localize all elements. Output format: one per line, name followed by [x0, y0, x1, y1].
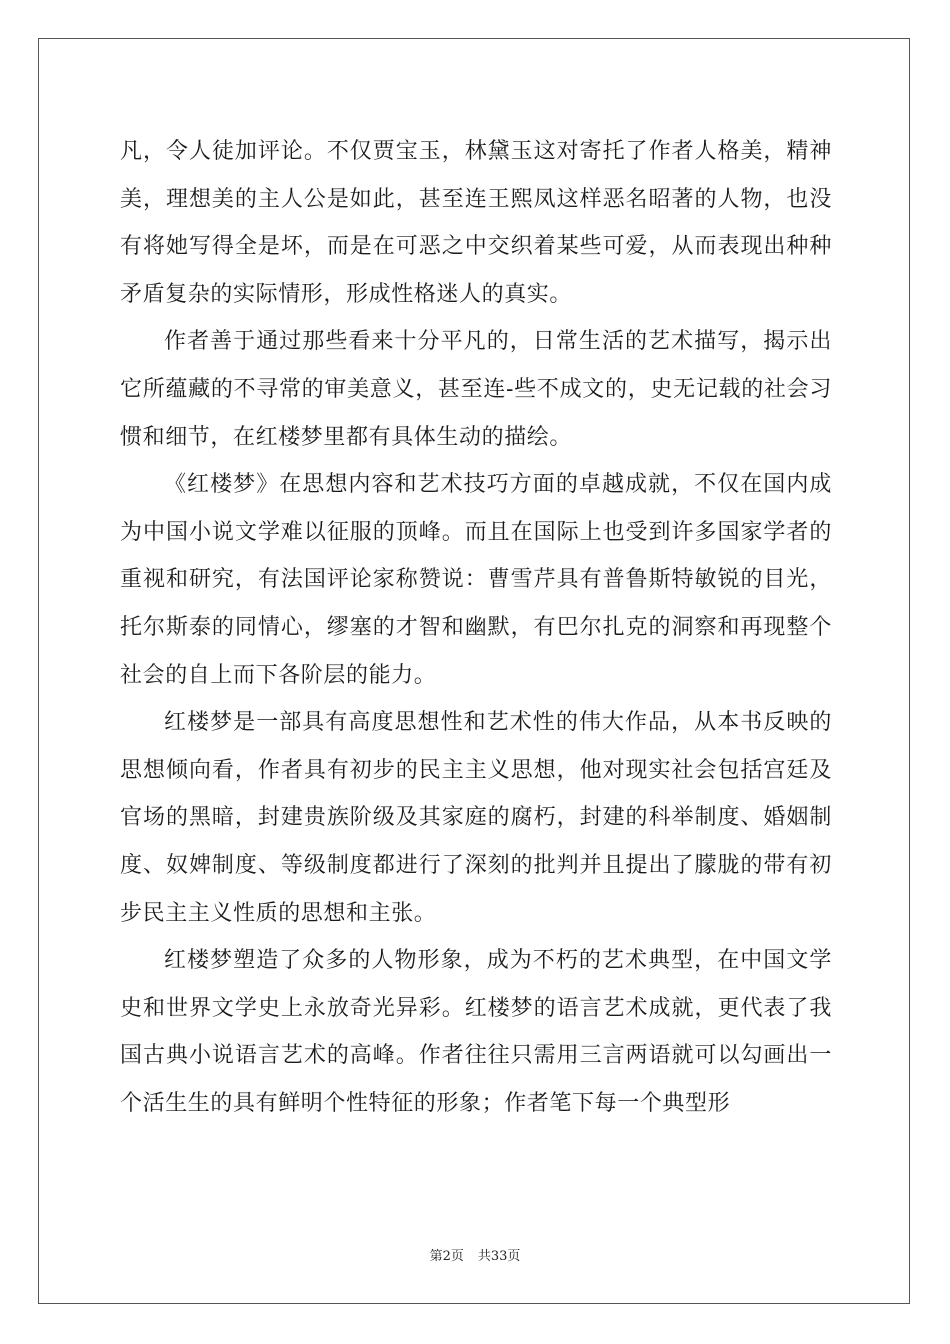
paragraph-1: 凡，令人徒加评论。不仅贾宝玉，林黛玉这对寄托了作者人格美，精神美，理想美的主人公是如此，甚至连王熙凤这样恶名昭著的人物，也没有将她写得全是坏，而是在可恶之中交织着某些可爱，从而表现出种种矛盾复杂的实际情形，形成性格迷人的真实。 [120, 139, 832, 307]
page-number: 第2页 [429, 1249, 464, 1264]
page-footer [0, 1245, 950, 1264]
paragraph-3: 《红楼梦》在思想内容和艺术技巧方面的卓越成就，不仅在国内成为中国小说文学难以征服的顶峰。而且在国际上也受到许多国家学者的重视和研究，有法国评论家称赞说：曹雪芹具有普鲁斯特敏锐的目光，托尔斯泰的同情心，缪塞的才智和幽默，有巴尔扎克的洞察和再现整个社会的自上而下各阶层的能力。 [120, 472, 832, 688]
paragraph-5: 红楼梦塑造了众多的人物形象，成为不朽的艺术典型，在中国文学史和世界文学史上永放奇光异彩。红楼梦的语言艺术成就，更代表了我国古典小说语言艺术的高峰。作者往往只需用三言两语就可以勾画出一个活生生的具有鲜明个性特征的形象；作者笔下每一个典型形 [120, 948, 832, 1116]
paragraph-2: 作者善于通过那些看来十分平凡的，日常生活的艺术描写，揭示出它所蕴藏的不寻常的审美意义，甚至连-些不成文的，史无记载的社会习惯和细节，在红楼梦里都有具体生动的描绘。 [120, 329, 832, 450]
document-body [120, 128, 832, 1127]
page-total: 共33页 [477, 1249, 521, 1264]
paragraph-4: 红楼梦是一部具有高度思想性和艺术性的伟大作品，从本书反映的思想倾向看，作者具有初步的民主主义思想，他对现实社会包括宫廷及官场的黑暗，封建贵族阶级及其家庭的腐朽，封建的科举制度、婚姻制度、奴婢制度、等级制度都进行了深刻的批判并且提出了朦胧的带有初步民主主义性质的思想和主张。 [120, 710, 832, 926]
